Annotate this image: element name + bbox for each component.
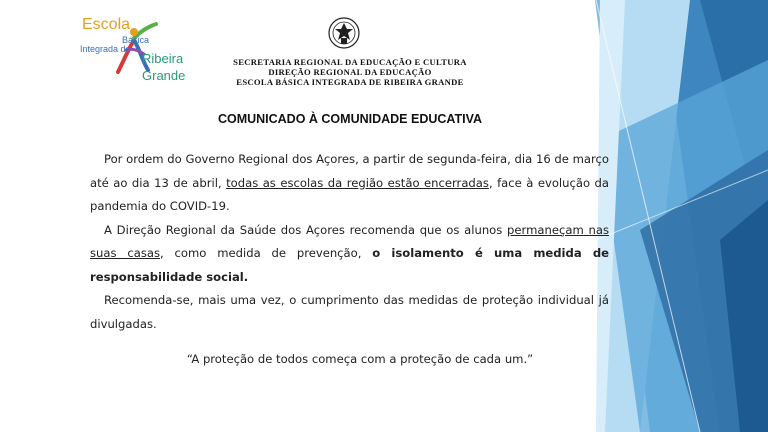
paragraph-1-text-a: Por ordem do Governo Regional dos Açores, a partir de segunda-feira, dia 16 de março até ao dia 13 de abril, — [90, 152, 609, 190]
closing-quote: “A proteção de todos começa com a proteção de cada um.” — [186, 352, 534, 366]
paragraph-2-text-b: , como medida de prevenção, — [160, 246, 373, 260]
logo-text-line5: Grande — [142, 68, 186, 83]
header-line3: ESCOLA BÁSICA INTEGRADA DE RIBEIRA GRANDE — [236, 77, 464, 87]
paragraph-2-bold: o isolamento é uma medida de responsabilidade social. — [90, 246, 609, 284]
announcement-title: COMUNICADO À COMUNIDADE EDUCATIVA — [217, 112, 483, 126]
paragraph-2-underlined: permaneçam nas suas casas — [90, 222, 609, 260]
header-line1: SECRETARIA REGIONAL DA EDUCAÇÃO E CULTURA — [233, 57, 467, 67]
header-line2: DIREÇÃO REGIONAL DA EDUCAÇÃO — [268, 67, 432, 77]
institution-header — [200, 57, 500, 87]
paragraph-2-text-a: A Direção Regional da Saúde dos Açores recomenda que os alunos — [104, 222, 508, 237]
paragraph-2 — [90, 219, 609, 290]
paragraph-1-underlined: todas as escolas da região estão encerradas — [226, 175, 489, 190]
paragraph-1 — [90, 148, 609, 219]
logo-text-line2: Básica — [122, 35, 150, 45]
logo-text-line3: Integrada de — [80, 44, 131, 54]
logo-text-line4: Ribeira — [142, 51, 184, 66]
paragraph-1-text-b: , face à evolução da pandemia do COVID-19. — [90, 175, 609, 213]
government-crest-icon — [326, 16, 362, 50]
announcement-body — [90, 148, 609, 336]
school-logo — [78, 14, 193, 86]
logo-text-line1: Escola — [82, 16, 131, 33]
paragraph-3: Recomenda-se, mais uma vez, o cumprimento das medidas de proteção individual já divulgadas. — [90, 293, 609, 331]
